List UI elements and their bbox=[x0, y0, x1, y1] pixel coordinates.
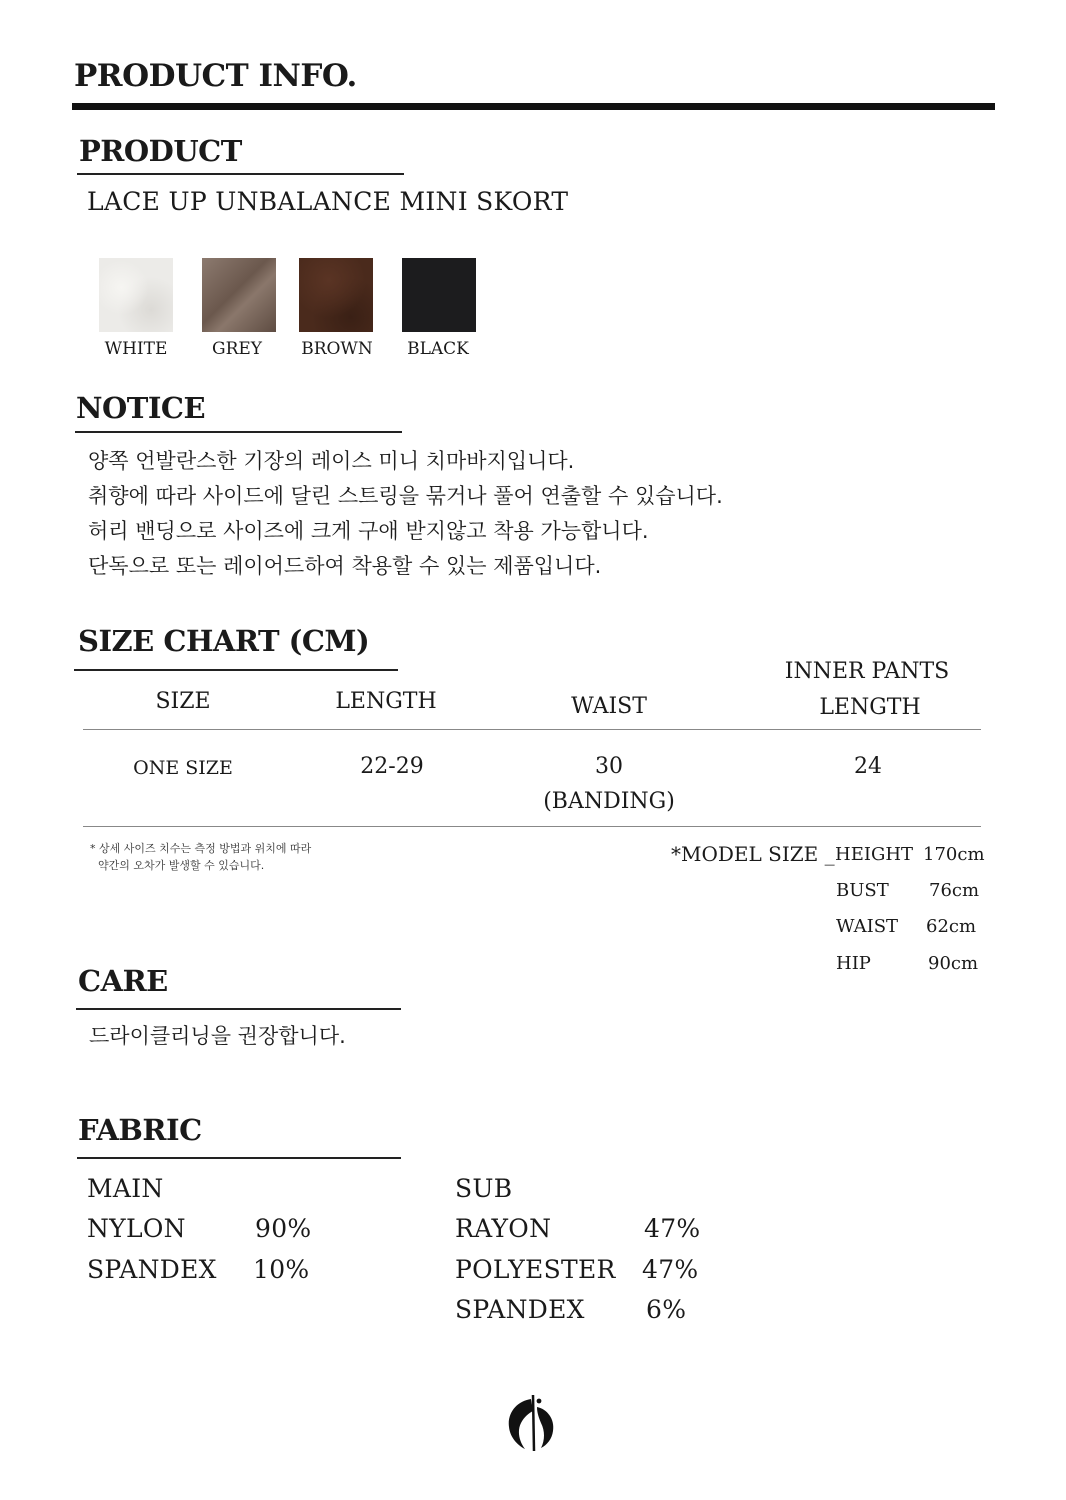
model-bust-value: 76cm bbox=[929, 880, 980, 901]
product-heading: PRODUCT bbox=[79, 134, 242, 168]
size-table-header-rule bbox=[83, 729, 981, 730]
product-name: LACE UP UNBALANCE MINI SKORT bbox=[87, 187, 569, 216]
size-chart-heading-rule bbox=[74, 669, 398, 671]
notice-text bbox=[88, 444, 723, 584]
color-label-grey: GREY bbox=[211, 339, 262, 359]
size-col-header: SIZE bbox=[155, 689, 211, 714]
fabric-sub-name: RAYON bbox=[455, 1214, 552, 1243]
notice-line: 양쪽 언발란스한 기장의 레이스 미니 치마바지입니다. bbox=[88, 449, 575, 473]
inner-pants-col-header: INNER PANTS bbox=[784, 659, 950, 684]
size-table-bottom-rule bbox=[83, 826, 981, 827]
notice-line: 허리 밴딩으로 사이즈에 크게 구애 받지않고 착용 가능합니다. bbox=[88, 519, 649, 543]
size-chart-heading: SIZE CHART (CM) bbox=[78, 624, 370, 658]
model-height-value: 170cm bbox=[923, 844, 985, 865]
fabric-main-name: SPANDEX bbox=[87, 1255, 217, 1284]
fabric-heading-rule bbox=[77, 1157, 401, 1159]
notice-heading-rule bbox=[75, 431, 402, 433]
product-heading-rule bbox=[77, 173, 404, 175]
length-cell: 22-29 bbox=[360, 754, 424, 779]
color-swatch-brown bbox=[299, 258, 373, 332]
footnote-line: 약간의 오차가 발생할 수 있습니다. bbox=[98, 859, 265, 872]
size-cell: ONE SIZE bbox=[133, 757, 233, 779]
fabric-main-name: NYLON bbox=[87, 1214, 186, 1243]
page-title: PRODUCT INFO. bbox=[74, 58, 357, 94]
fabric-main-label: MAIN bbox=[87, 1174, 164, 1203]
waist-col-header: WAIST bbox=[571, 694, 647, 719]
model-hip-value: 90cm bbox=[928, 953, 979, 974]
notice-line: 취향에 따라 사이드에 달린 스트링을 묶거나 풀어 연출할 수 있습니다. bbox=[88, 484, 723, 508]
inner-pants-col-header-line2: LENGTH bbox=[819, 695, 921, 720]
color-swatch-black bbox=[402, 258, 476, 332]
fabric-main-pct: 10% bbox=[253, 1255, 310, 1284]
color-label-white: WHITE bbox=[104, 339, 168, 359]
model-bust-key: BUST bbox=[836, 880, 889, 901]
fabric-sub-name: POLYESTER bbox=[455, 1255, 616, 1284]
color-label-black: BLACK bbox=[407, 339, 469, 359]
fabric-sub-label: SUB bbox=[455, 1174, 513, 1203]
brand-logo-icon bbox=[503, 1393, 563, 1453]
fabric-heading: FABRIC bbox=[78, 1113, 202, 1147]
length-col-header: LENGTH bbox=[335, 689, 437, 714]
care-text: 드라이클리닝을 권장합니다. bbox=[89, 1024, 346, 1048]
color-swatch-white bbox=[99, 258, 173, 332]
model-size-label: *MODEL SIZE _ bbox=[671, 842, 835, 866]
model-height-key: HEIGHT bbox=[835, 844, 914, 865]
waist-banding-note: (BANDING) bbox=[543, 789, 675, 814]
inner-pants-cell: 24 bbox=[854, 754, 882, 779]
waist-cell: 30 bbox=[595, 754, 623, 779]
care-heading-rule bbox=[76, 1008, 401, 1010]
model-waist-value: 62cm bbox=[926, 916, 977, 937]
fabric-sub-pct: 47% bbox=[642, 1255, 699, 1284]
color-label-brown: BROWN bbox=[301, 339, 373, 359]
fabric-sub-pct: 47% bbox=[644, 1214, 701, 1243]
header-divider bbox=[72, 103, 995, 110]
notice-line: 단독으로 또는 레이어드하여 착용할 수 있는 제품입니다. bbox=[88, 554, 602, 578]
size-footnote bbox=[90, 840, 311, 874]
model-waist-key: WAIST bbox=[836, 916, 899, 937]
footnote-line: * 상세 사이즈 치수는 측정 방법과 위치에 따라 bbox=[90, 842, 312, 855]
fabric-main-pct: 90% bbox=[255, 1214, 312, 1243]
model-hip-key: HIP bbox=[836, 953, 871, 974]
color-swatch-grey bbox=[202, 258, 276, 332]
notice-heading: NOTICE bbox=[76, 391, 206, 425]
fabric-sub-name: SPANDEX bbox=[455, 1295, 585, 1324]
care-heading: CARE bbox=[78, 964, 168, 998]
fabric-sub-pct: 6% bbox=[646, 1295, 687, 1324]
